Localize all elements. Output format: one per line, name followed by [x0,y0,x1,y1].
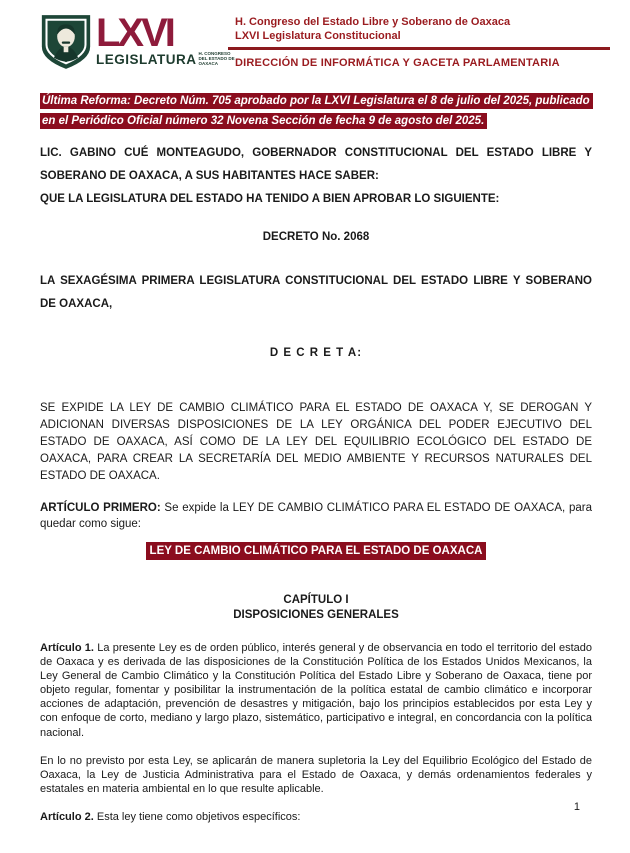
decree-number: DECRETO No. 2068 [262,231,370,243]
articulo-1-label: Artículo 1. [40,642,94,654]
congress-name-line1: H. Congreso del Estado Libre y Soberano de Oaxaca [235,16,511,28]
legislature-line: LA SEXAGÉSIMA PRIMERA LEGISLATURA CONSTITUCIONAL DEL ESTADO LIBRE Y SOBERANO DE OAXACA, [40,275,592,310]
page-header [0,0,630,71]
articulo-2-label: Artículo 2. [40,810,94,823]
last-reform-highlight: Última Reforma: Decreto Núm. 705 aprobado por la LXVI Legislatura el 8 de julio del 2025, publicado en el Periódico Oficial número 32 Novena Sección de fecha 9 de agosto del 2025. [40,93,593,129]
logo-caption: H. CONGRESO DEL ESTADO DE OAXACA [198,51,235,66]
proclamation-line1: LIC. GABINO CUÉ MONTEAGUDO, GOBERNADOR CONSTITUCIONAL DEL ESTADO LIBRE Y SOBERANO DE OAXACA, A SUS HABITANTES HACE SABER: [40,147,592,182]
chapter-number: CAPÍTULO I [283,594,349,606]
articulo-1-text: La presente Ley es de orden público, interés general y de observancia en todo el territorio del estado de Oaxaca y es derivada de las disposiciones de la Constitución Política de los Estados Unidos Mexicanos, la Ley General de Cambio Climático y la Constitución Política del Estado Libre y Soberano de Oaxaca, tiene por objeto regular, fomentar y posibilitar la instrumentación de la política estatal de cambio climático e incorporar acciones de adaptación, prevención de desastres y mitigación, bajo los principios establecidos por esta Ley y con enfoque de corto, mediano y largo plazo, sistemático, participativo e integral, en concordancia con la política nacional. [40,642,592,739]
chapter-title: DISPOSICIONES GENERALES [233,608,399,621]
chapter-heading [40,593,592,622]
logo-lxvi: LXVI [96,11,173,55]
document-content [0,92,630,824]
articulo-1-paragraph [40,641,592,740]
supletoria-paragraph: En lo no previsto por esta Ley, se aplicarán de manera supletoria la Ley del Equilibrio Ecológico del Estado de Oaxaca, la Ley de Justicia Administrativa para el Estado de Oaxaca, y demás ordenamientos federales y estatales en materia ambiental en lo que resulte aplicable. [40,754,592,795]
logo-legislatura: LEGISLATURA [96,52,197,67]
page-number: 1 [573,801,580,813]
shield-portrait-icon [40,13,92,71]
header-titles [235,15,610,69]
law-title-highlight: LEY DE CAMBIO CLIMÁTICO PARA EL ESTADO DE OAXACA [146,542,487,560]
law-title [40,545,592,557]
department-title: DIRECCIÓN DE INFORMÁTICA Y GACETA PARLAMENTARIA [235,57,560,69]
articulo-2-paragraph [40,810,592,824]
logo-text [96,11,239,67]
articulo-primero-text: Se expide la LEY DE CAMBIO CLIMÁTICO PARA EL ESTADO DE OAXACA, para quedar como sigue: [40,502,592,530]
proclamation-line2: QUE LA LEGISLATURA DEL ESTADO HA TENIDO A BIEN APROBAR LO SIGUIENTE: [40,193,500,205]
expide-paragraph: SE EXPIDE LA LEY DE CAMBIO CLIMÁTICO PARA EL ESTADO DE OAXACA Y, SE DEROGAN Y ADICIONAN DIVERSAS DISPOSICIONES DE LA LEY ORGÁNICA DEL PODER EJECUTIVO DEL ESTADO DE OAXACA, ASÍ COMO DE LA LEY DEL EQUILIBRIO ECOLÓGICO DEL ESTADO DE OAXACA, PARA CREAR LA SECRETARÍA DEL MEDIO AMBIENTE Y RECURSOS NATURALES DEL ESTADO DE OAXACA. [40,402,592,482]
congress-logo [40,11,235,71]
articulo-primero-label: ARTÍCULO PRIMERO: [40,502,161,514]
governor-proclamation [40,142,592,211]
header-divider [228,47,610,50]
decreta-heading: D E C R E T A: [269,347,363,359]
congress-name-line2: LXVI Legislatura Constitucional [235,30,401,42]
last-reform-notice [40,92,592,131]
articulo-2-text: Esta ley tiene como objetivos específicos: [93,810,301,823]
articulo-primero-paragraph [40,501,592,532]
